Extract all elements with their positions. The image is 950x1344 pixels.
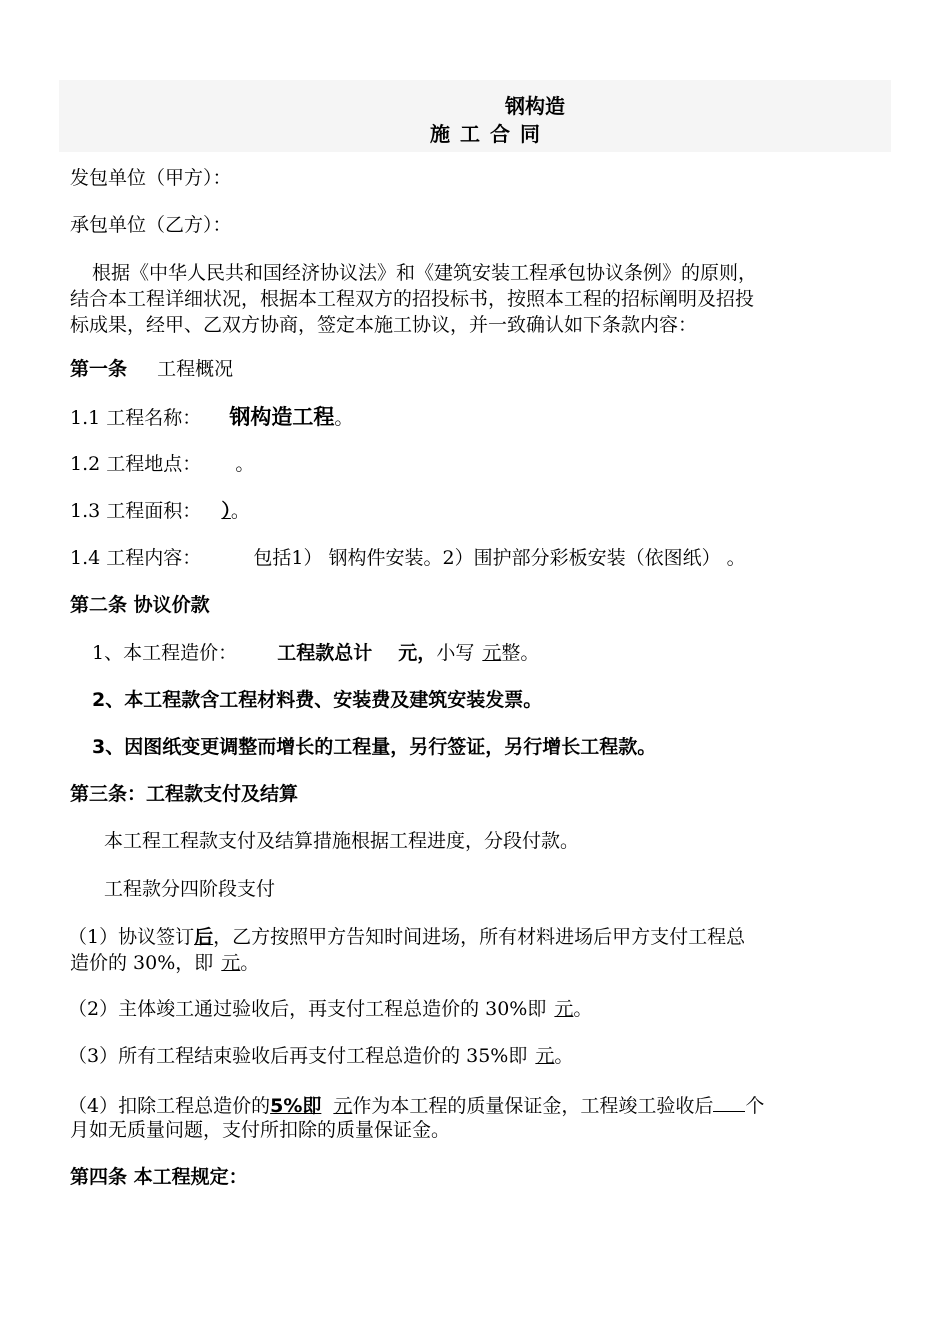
total-label: 工程款总计 — [277, 642, 373, 664]
stage-2-text: （2）主体竣工通过验收后，再支付工程总造价的 30%即 — [68, 998, 547, 1020]
item-1-4-label: 1.4 工程内容： — [70, 547, 202, 569]
article-3-para-1: 本工程工程款支付及结算措施根据工程进度，分段付款。 — [104, 830, 580, 852]
item-2-1-end: 整。 — [501, 642, 540, 664]
stage-3-end: 。 — [554, 1045, 574, 1067]
stage-1-after: 后 — [194, 926, 214, 948]
article-1-item-3 — [70, 498, 885, 524]
payment-stage-3 — [68, 1043, 883, 1069]
party-b-line: 承包单位（乙方）： — [70, 214, 232, 236]
payment-stage-4-line-2: 月如无质量问题，支付所扣除的质量保证金。 — [70, 1119, 451, 1141]
item-1-3-end: 。 — [230, 500, 250, 522]
stage-1-amount: 元 — [221, 952, 241, 974]
project-name: 钢构造工程 — [229, 405, 335, 429]
payment-stage-1-line-1 — [68, 924, 883, 950]
stage-3-text: （3）所有工程结束验收后再支付工程总造价的 35%即 — [68, 1045, 528, 1067]
party-a-line: 发包单位（甲方）： — [70, 167, 232, 189]
preamble-line-3: 标成果，经甲、乙双方协商，签定本施工协议，并一致确认如下条款内容： — [70, 314, 698, 336]
months-blank — [713, 1091, 745, 1112]
title-line-2: 施工合同 — [430, 122, 550, 146]
article-3-heading: 第三条：工程款支付及结算 — [70, 783, 299, 805]
project-content: 包括1） 钢构件安装。2）围护部分彩板安装（依图纸） 。 — [253, 547, 746, 569]
stage-4-text-e: 个 — [745, 1095, 765, 1117]
item-1-2-label: 1.2 工程地点： — [70, 453, 202, 475]
article-1-number: 第一条 — [70, 358, 128, 380]
stage-4-percent: 5%即 — [270, 1095, 322, 1117]
article-2-item-1 — [92, 640, 907, 666]
item-1-2-end: 。 — [235, 453, 255, 475]
article-4-heading: 第四条 本工程规定： — [70, 1166, 248, 1188]
stage-1-text-a: （1）协议签订 — [68, 926, 195, 948]
article-1-title: 工程概况 — [157, 358, 234, 380]
item-2-1-prefix: 1、本工程造价： — [92, 642, 238, 664]
stage-1-text-c: ，乙方按照甲方告知时间进场，所有材料进场后甲方支付工程总 — [213, 926, 746, 948]
stage-4-text-d: 作为本工程的质量保证金，工程竣工验收后 — [352, 1095, 714, 1117]
article-1-item-1 — [70, 404, 885, 431]
article-1-item-4 — [70, 545, 885, 571]
project-area-value: ） — [221, 500, 231, 522]
article-1-item-2 — [70, 451, 885, 477]
stage-1-text-d: 造价的 30%，即 — [70, 952, 214, 974]
stage-2-amount: 元 — [554, 998, 574, 1020]
title-band — [59, 80, 891, 152]
article-2-heading: 第二条 协议价款 — [70, 594, 210, 616]
article-1-heading — [70, 356, 885, 382]
total-yuan: 元， — [398, 642, 437, 664]
stage-4-amount: 元 — [333, 1095, 353, 1117]
article-3-para-2: 工程款分四阶段支付 — [104, 878, 276, 900]
small-label: 小写 — [436, 642, 475, 664]
small-value: 元 — [482, 642, 502, 664]
item-1-1-label: 1.1 工程名称： — [70, 407, 202, 429]
item-1-3-label: 1.3 工程面积： — [70, 500, 202, 522]
stage-1-end: 。 — [240, 952, 260, 974]
preamble-line-2: 结合本工程详细状况，根据本工程双方的招投标书，按照本工程的招标阐明及招投 — [70, 288, 755, 310]
payment-stage-2 — [68, 996, 883, 1022]
article-2-item-2: 2、本工程款含工程材料费、安装费及建筑安装发票。 — [92, 689, 543, 711]
stage-2-end: 。 — [573, 998, 593, 1020]
payment-stage-4-line-1 — [68, 1091, 883, 1119]
stage-3-amount: 元 — [535, 1045, 555, 1067]
payment-stage-1-line-2 — [70, 950, 885, 976]
item-1-1-end: 。 — [334, 407, 354, 429]
preamble-line-1: 根据《中华人民共和国经济协议法》和《建筑安装工程承包协议条例》的原则， — [92, 262, 758, 284]
stage-4-text-a: （4）扣除工程总造价的 — [68, 1095, 271, 1117]
article-2-item-3: 3、因图纸变更调整而增长的工程量，另行签证，另行增长工程款。 — [92, 736, 657, 758]
title-line-1: 钢构造 — [505, 94, 565, 118]
